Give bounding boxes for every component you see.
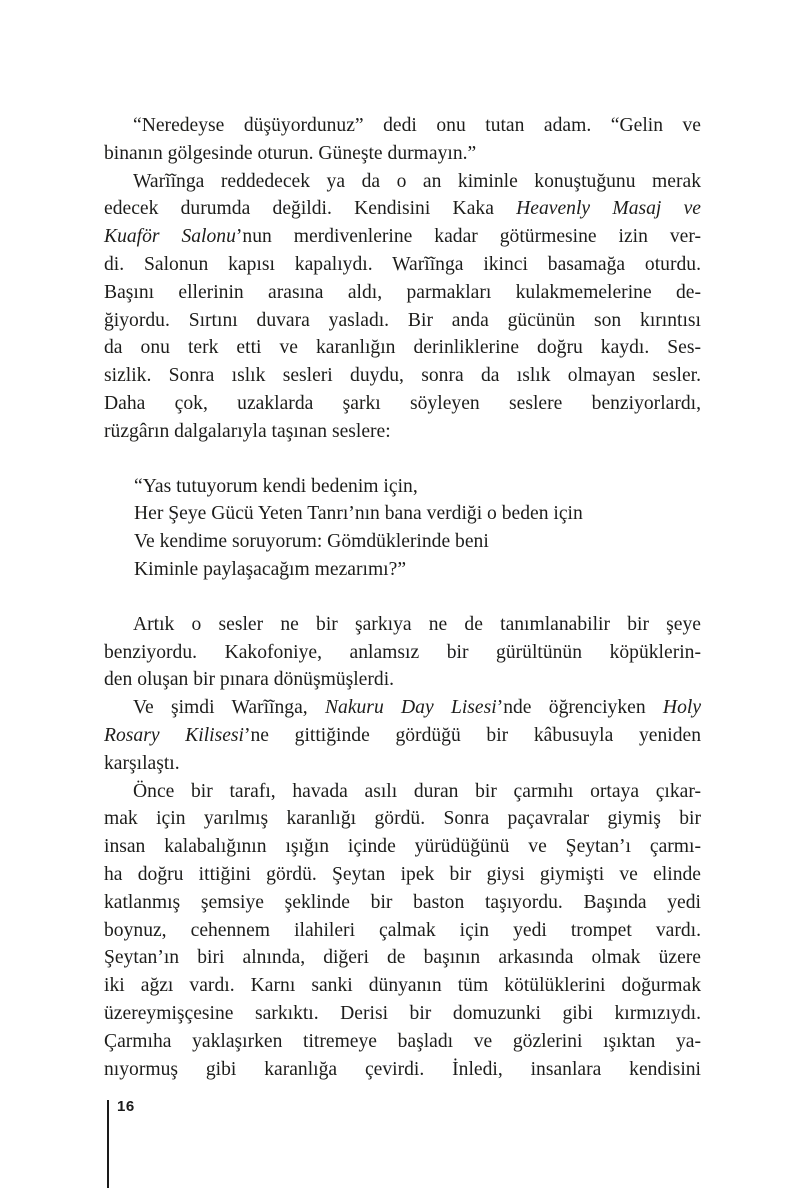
text-line — [134, 528, 701, 556]
italic-segment: Kuaför Salonu — [104, 226, 236, 248]
text-line — [104, 805, 701, 833]
text-segment: mak için yarılmış karanlığı gördü. Sonra paçavralar giymiş bir — [104, 808, 701, 830]
paragraph — [104, 778, 701, 1084]
text-line — [134, 500, 701, 528]
text-line — [104, 666, 701, 694]
text-line — [104, 944, 701, 972]
text-line — [104, 1056, 701, 1084]
text-line — [104, 611, 701, 639]
text-segment: ’nde öğrenciyken — [496, 697, 663, 719]
text-segment: Şeytan’ın biri alnında, diğeri de başının arkasında olmak üzere — [104, 947, 701, 969]
italic-segment: Nakuru Day Lisesi — [324, 697, 497, 719]
text-segment: karşılaştı. — [104, 752, 180, 774]
text-line — [104, 168, 701, 196]
text-line — [134, 473, 701, 501]
text-line — [104, 418, 701, 446]
text-segment: Ve şimdi Warĩĩnga, — [133, 697, 325, 719]
italic-segment: Holy — [662, 697, 702, 719]
text-segment: “Neredeyse düşüyordunuz” dedi onu tutan adam. “Gelin ve — [133, 115, 701, 136]
text-segment: nıyormuş gibi karanlığa çevirdi. İnledi, insanlara kendisini — [104, 1058, 701, 1080]
italic-segment: Heavenly Masaj ve — [516, 198, 701, 220]
text-segment: Başını ellerinin arasına aldı, parmakları kulakmemelerine de- — [104, 281, 701, 303]
verse-block — [104, 473, 701, 584]
text-line — [104, 223, 701, 251]
italic-segment: Rosary Kilisesi — [104, 724, 244, 746]
paragraph — [104, 112, 701, 168]
text-line — [104, 1000, 701, 1028]
text-line — [104, 195, 701, 223]
text-line — [104, 917, 701, 945]
text-segment: ha doğru ittiğini gördü. Şeytan ipek bir giysi giymişti ve elinde — [104, 863, 701, 885]
text-line — [104, 972, 701, 1000]
text-segment: Çarmıha yaklaşırken titremeye başladı ve gözlerini ışıktan ya- — [104, 1030, 701, 1052]
text-segment: sizlik. Sonra ıslık sesleri duydu, sonra da ıslık olmayan sesler. — [104, 365, 701, 387]
text-segment: da onu terk etti ve karanlığın derinliklerine doğru kaydı. Ses- — [104, 337, 701, 359]
text-segment: binanın gölgesinde oturun. Güneşte durmayın.” — [104, 142, 477, 164]
text-line — [104, 778, 701, 806]
page-number: 16 — [117, 1098, 135, 1115]
text-segment: ’ne gittiğinde gördüğü bir kâbusuyla yeniden — [243, 724, 701, 746]
text-line — [134, 556, 701, 584]
text-line — [104, 334, 701, 362]
verse-spacer — [104, 584, 701, 611]
text-segment: Önce bir tarafı, havada asılı duran bir çarmıhı ortaya çıkar- — [133, 780, 701, 802]
paragraph — [104, 611, 701, 694]
text-segment: üzereymişçesine sarkıktı. Derisi bir domuzunki gibi kırmızıydı. — [104, 1002, 701, 1024]
text-segment: di. Salonun kapısı kapalıydı. Warĩĩnga ikinci basamağa oturdu. — [104, 253, 701, 275]
footer-rule — [107, 1100, 109, 1188]
text-line — [104, 390, 701, 418]
text-segment: katlanmış şemsiye şeklinde bir baston taşıyordu. Başında yedi — [104, 891, 701, 913]
paragraph — [104, 694, 701, 777]
text-segment: Kiminle paylaşacağım mezarımı?” — [134, 558, 407, 580]
text-line — [104, 1028, 701, 1056]
text-line — [104, 112, 701, 140]
text-line — [104, 750, 701, 778]
text-line — [104, 279, 701, 307]
text-line — [104, 861, 701, 889]
text-line — [104, 307, 701, 335]
text-segment: “Yas tutuyorum kendi bedenim için, — [134, 475, 418, 497]
text-segment: Daha çok, uzaklarda şarkı söyleyen seslere benziyorlardı, — [104, 392, 701, 414]
text-segment: Artık o sesler ne bir şarkıya ne de tanımlanabilir bir şeye — [133, 613, 701, 635]
text-segment: Warĩĩnga reddedecek ya da o an kiminle konuştuğunu merak — [133, 170, 701, 192]
text-segment: edecek durumda değildi. Kendisini Kaka — [104, 198, 517, 220]
text-segment: Ve kendime soruyorum: Gömdüklerinde beni — [134, 531, 489, 553]
text-segment: boynuz, cehennem ilahileri çalmak için yedi trompet vardı. — [104, 919, 701, 941]
verse-spacer — [104, 446, 701, 473]
text-line — [104, 140, 701, 168]
text-segment: ’nun merdivenlerine kadar götürmesine izin ver- — [235, 226, 702, 248]
text-segment: rüzgârın dalgalarıyla taşınan seslere: — [104, 420, 391, 442]
text-line — [104, 694, 701, 722]
text-line — [104, 833, 701, 861]
text-segment: Her Şeye Gücü Yeten Tanrı’nın bana verdiği o beden için — [134, 503, 583, 525]
text-line — [104, 639, 701, 667]
text-segment: ğiyordu. Sırtını duvara yasladı. Bir anda gücünün son kırıntısı — [104, 309, 701, 331]
text-segment: benziyordu. Kakofoniye, anlamsız bir gürültünün köpüklerin- — [104, 641, 701, 663]
paragraph — [104, 168, 701, 446]
text-segment: den oluşan bir pınara dönüşmüşlerdi. — [104, 669, 395, 691]
text-line — [104, 362, 701, 390]
text-line — [104, 722, 701, 750]
text-line — [104, 251, 701, 279]
text-segment: insan kalabalığının ışığın içinde yürüdüğünü ve Şeytan’ı çarmı- — [104, 836, 701, 858]
text-segment: iki ağzı vardı. Karnı sanki dünyanın tüm kötülüklerini doğurmak — [104, 975, 701, 997]
text-line — [104, 889, 701, 917]
body-text — [104, 112, 701, 1083]
